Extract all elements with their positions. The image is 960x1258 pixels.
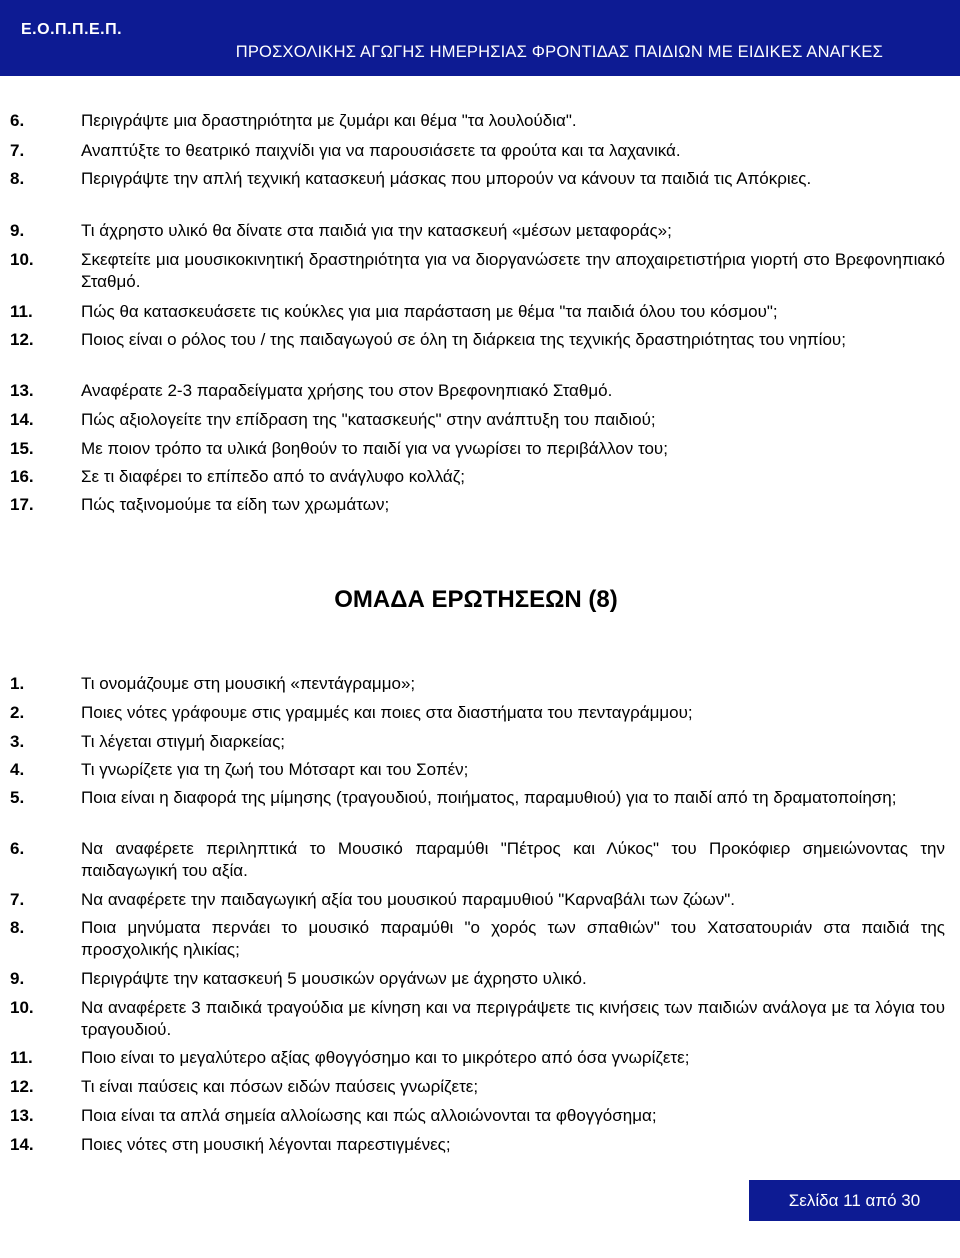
page-number-footer — [749, 1180, 960, 1221]
header-org: Ε.Ο.Π.Π.Ε.Π. — [21, 21, 123, 38]
header-title: ΠΡΟΣΧΟΛΙΚΗΣ ΑΓΩΓΗΣ ΗΜΕΡΗΣΙΑΣ ΦΡΟΝΤΙΔΑΣ ΠΑΙΔΙΩΝ ΜΕ ΕΙΔΙΚΕΣ ΑΝΑΓΚΕΣ — [235, 43, 883, 61]
page-header — [0, 0, 960, 76]
page-number-label: Σελίδα 11 από 30 — [788, 1190, 921, 1210]
section-title: ΟΜΑΔΑ ΕΡΩΤΗΣΕΩΝ (8) — [334, 586, 618, 613]
